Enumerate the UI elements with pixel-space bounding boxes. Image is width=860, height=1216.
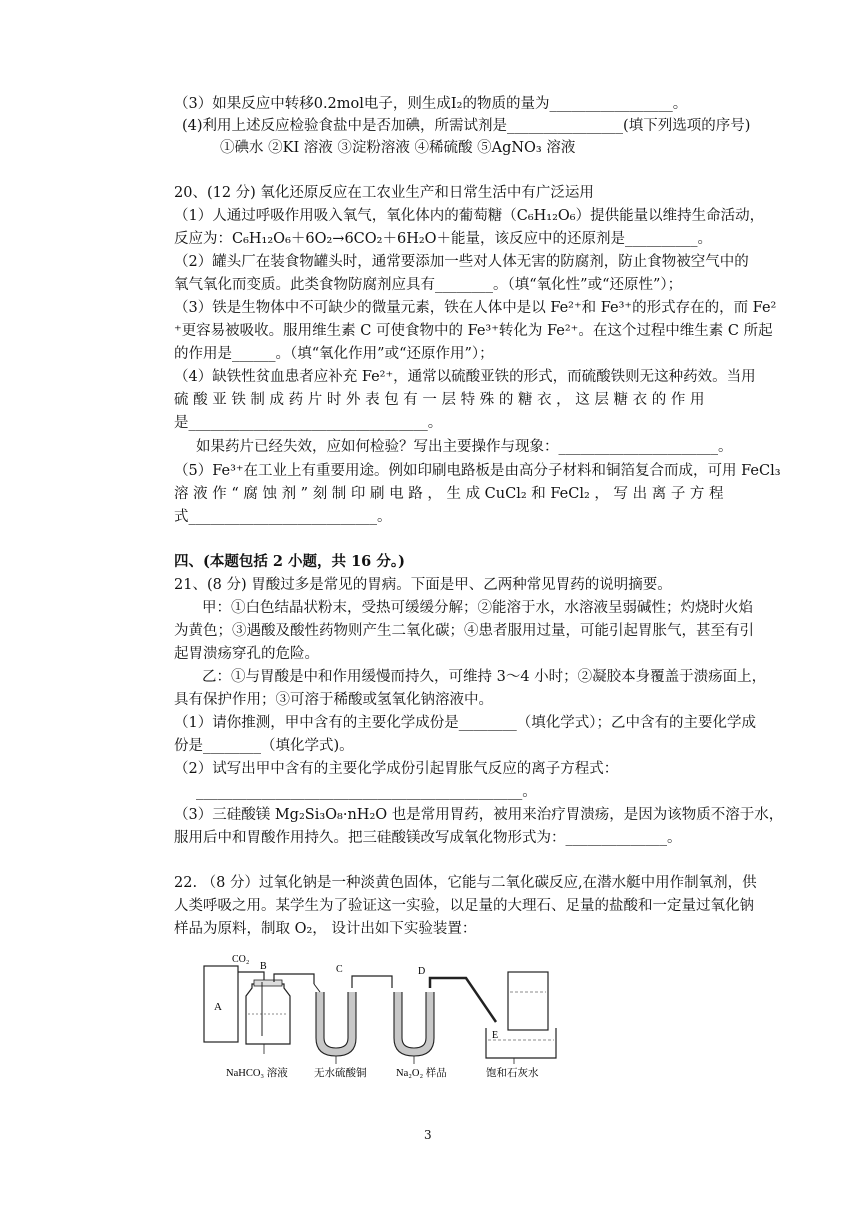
label-e: E xyxy=(492,1030,499,1041)
text-line-l26: （1）请你推测，甲中含有的主要化学成份是________（填化学式）；乙中含有的主要化学成 xyxy=(174,715,756,731)
text-line-l4: 20、(12 分) 氧化还原反应在工农业生产和日常生活中有广泛运用 xyxy=(174,185,594,201)
text-line-l24: 乙：①与胃酸是中和作用缓慢而持久，可维持 3～4 小时；②凝胶本身覆盖于溃疡面上， xyxy=(202,669,767,685)
text-line-l5: （1）人通过呼吸作用吸入氧气，氧化体内的葡萄糖（C₆H₁₂O₆）提供能量以维持生命活动， xyxy=(174,208,765,224)
label-cuso4: 无水硫酸铜 xyxy=(314,1068,367,1079)
text-line-l17: 溶 液 作 “ 腐 蚀 剂 ” 刻 制 印 刷 电 路 ， 生 成 CuCl₂ 和 FeCl₂ ， 写 出 离 子 方 程 xyxy=(174,486,724,502)
text-line-l3: ①碘水 ②KI 溶液 ③淀粉溶液 ④稀硫酸 ⑤AgNO₃ 溶液 xyxy=(220,140,576,156)
text-line-l6: 反应为：C₆H₁₂O₆＋6O₂→6CO₂＋6H₂O＋能量，该反应中的还原剂是__________。 xyxy=(174,231,713,247)
text-line-l31: 服用后中和胃酸作用持久。把三硅酸镁改写成氧化物形式为：______________。 xyxy=(174,830,682,846)
text-line-l16: （5）Fe³⁺在工业上有重要用途。例如印刷电路板是由高分子材料和铜箔复合而成，可用 FeCl₃ xyxy=(174,463,781,479)
text-line-l10: ⁺更容易被吸收。服用维生素 C 可使食物中的 Fe³⁺转化为 Fe²⁺。在这个过程中维生素 C 所起 xyxy=(174,323,773,339)
text-line-l28: （2）试写出甲中含有的主要化学成份引起胃胀气反应的离子方程式： xyxy=(174,761,619,777)
text-line-l29: _____________________________________________。 xyxy=(196,784,537,800)
text-line-l14: 是_________________________________。 xyxy=(174,415,443,431)
label-c: C xyxy=(336,964,343,975)
text-line-l20: 21、(8 分) 胃酸过多是常见的胃病。下面是甲、乙两种常见胃药的说明摘要。 xyxy=(174,577,672,593)
label-co2: CO₂ xyxy=(232,954,250,965)
label-b: B xyxy=(260,961,267,972)
label-nahco3: NaHCO₃ 溶液 xyxy=(226,1068,288,1079)
text-line-l8: 氧气氧化而变质。此类食物防腐剂应具有________。（填“氧化性”或“还原性”）； xyxy=(174,277,683,293)
text-line-l1: （3）如果反应中转移0.2mol电子，则生成I₂的物质的量为_________________。 xyxy=(174,96,688,112)
text-line-l9: （3）铁是生物体中不可缺少的微量元素，铁在人体中是以 Fe²⁺和 Fe³⁺的形式存在的，而 Fe² xyxy=(174,300,777,316)
label-a: A xyxy=(214,1001,222,1013)
text-line-l33: 人类呼吸之用。某学生为了验证这一实验，以足量的大理石、足量的盐酸和一定量过氧化钠 xyxy=(174,898,754,914)
label-limewater: 饱和石灰水 xyxy=(486,1068,539,1079)
text-line-l22: 为黄色；③遇酸及酸性药物则产生二氧化碳；④患者服用过量，可能引起胃胀气，甚至有引 xyxy=(174,623,754,639)
text-line-l32: 22. （8 分）过氧化钠是一种淡黄色固体，它能与二氧化碳反应,在潜水艇中用作制氧剂，供 xyxy=(174,875,757,891)
text-line-l18: 式__________________________。 xyxy=(174,509,392,525)
text-line-l15: 如果药片已经失效，应如何检验？写出主要操作与现象：______________________。 xyxy=(196,439,733,455)
text-line-l19: 四、(本题包括 2 小题，共 16 分。) xyxy=(174,553,405,570)
text-line-l12: （4）缺铁性贫血患者应补充 Fe²⁺，通常以硫酸亚铁的形式，而硫酸铁则无这种药效。当用 xyxy=(174,369,756,385)
inverted-cylinder xyxy=(508,972,548,1030)
text-line-l34: 样品为原料，制取 O₂， 设计出如下实验装置： xyxy=(174,921,477,937)
text-line-l21: 甲：①白色结晶状粉末，受热可缓缓分解；②能溶于水，水溶液呈弱碱性；灼烧时火焰 xyxy=(202,600,753,616)
text-line-l27: 份是________（填化学式)。 xyxy=(174,738,354,754)
text-line-l2: (4)利用上述反应检验食盐中是否加碘，所需试剂是________________(填下列选项的序号) xyxy=(182,118,751,134)
label-na2o2: Na₂O₂ 样品 xyxy=(396,1068,447,1079)
text-line-l11: 的作用是______。（填“氧化作用”或“还原作用”）； xyxy=(174,346,494,362)
experiment-apparatus-diagram xyxy=(196,952,566,1082)
text-line-l25: 具有保护作用；③可溶于稀酸或氢氧化钠溶液中。 xyxy=(174,692,493,708)
text-line-l30: （3）三硅酸镁 Mg₂Si₃O₈·nH₂O 也是常用胃药，被用来治疗胃溃疡，是因为该物质不溶于水， xyxy=(174,807,784,823)
label-d: D xyxy=(418,966,426,977)
page-number: 3 xyxy=(424,1128,432,1142)
text-line-l7: （2）罐头厂在装食物罐头时，通常要添加一些对人体无害的防腐剂，防止食物被空气中的 xyxy=(174,254,749,270)
text-line-l13: 硫 酸 亚 铁 制 成 药 片 时 外 表 包 有 一 层 特 殊 的 糖 衣 ， 这 层 糖 衣 的 作 用 xyxy=(174,392,705,408)
text-line-l23: 起胃溃疡穿孔的危险。 xyxy=(174,646,319,662)
